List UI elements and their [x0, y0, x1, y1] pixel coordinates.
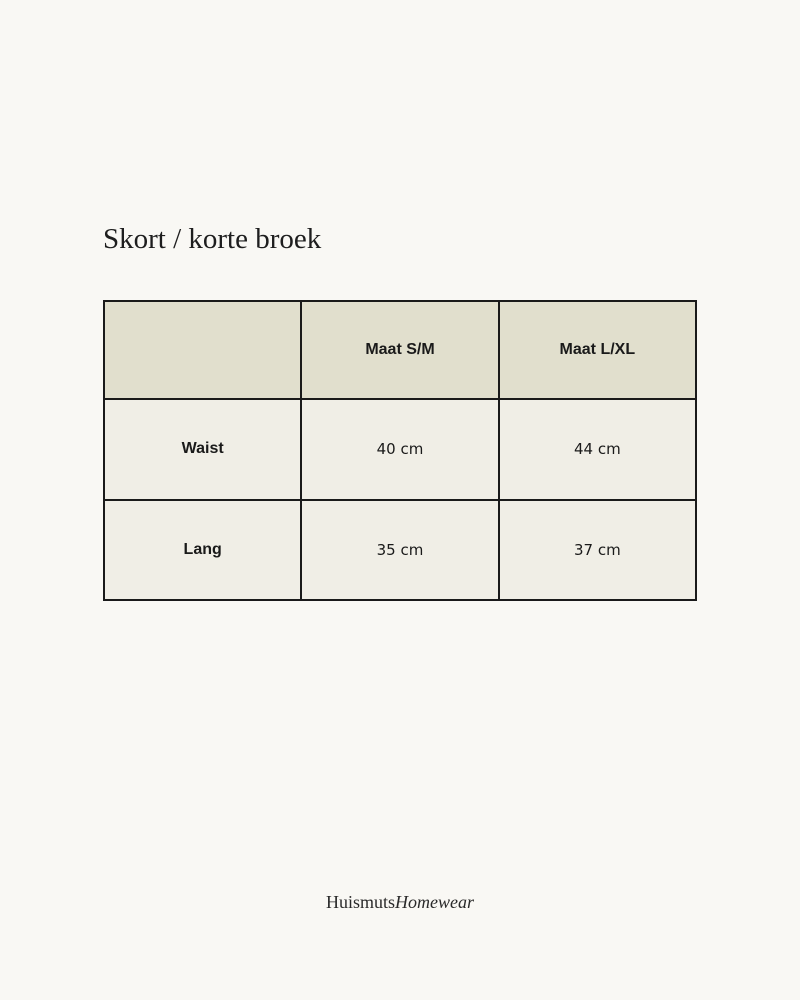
- row-header-length: Lang: [104, 500, 301, 601]
- table-corner-cell: [104, 301, 301, 399]
- size-chart-table: [103, 300, 697, 601]
- table-cell: 40 cm: [301, 399, 498, 500]
- brand-logo: [0, 890, 800, 914]
- column-header-size-l-xl: Maat L/XL: [499, 301, 696, 399]
- table-row: [104, 399, 696, 500]
- row-header-waist: Waist: [104, 399, 301, 500]
- table-cell: 35 cm: [301, 500, 498, 601]
- column-header-size-s-m: Maat S/M: [301, 301, 498, 399]
- brand-tagline: Homewear: [395, 892, 474, 912]
- page-title: Skort / korte broek: [103, 223, 322, 255]
- table-row: [104, 500, 696, 601]
- brand-name: Huismuts: [325, 892, 395, 912]
- table-cell: 37 cm: [499, 500, 696, 601]
- table-cell: 44 cm: [499, 399, 696, 500]
- table-header-row: [104, 301, 696, 399]
